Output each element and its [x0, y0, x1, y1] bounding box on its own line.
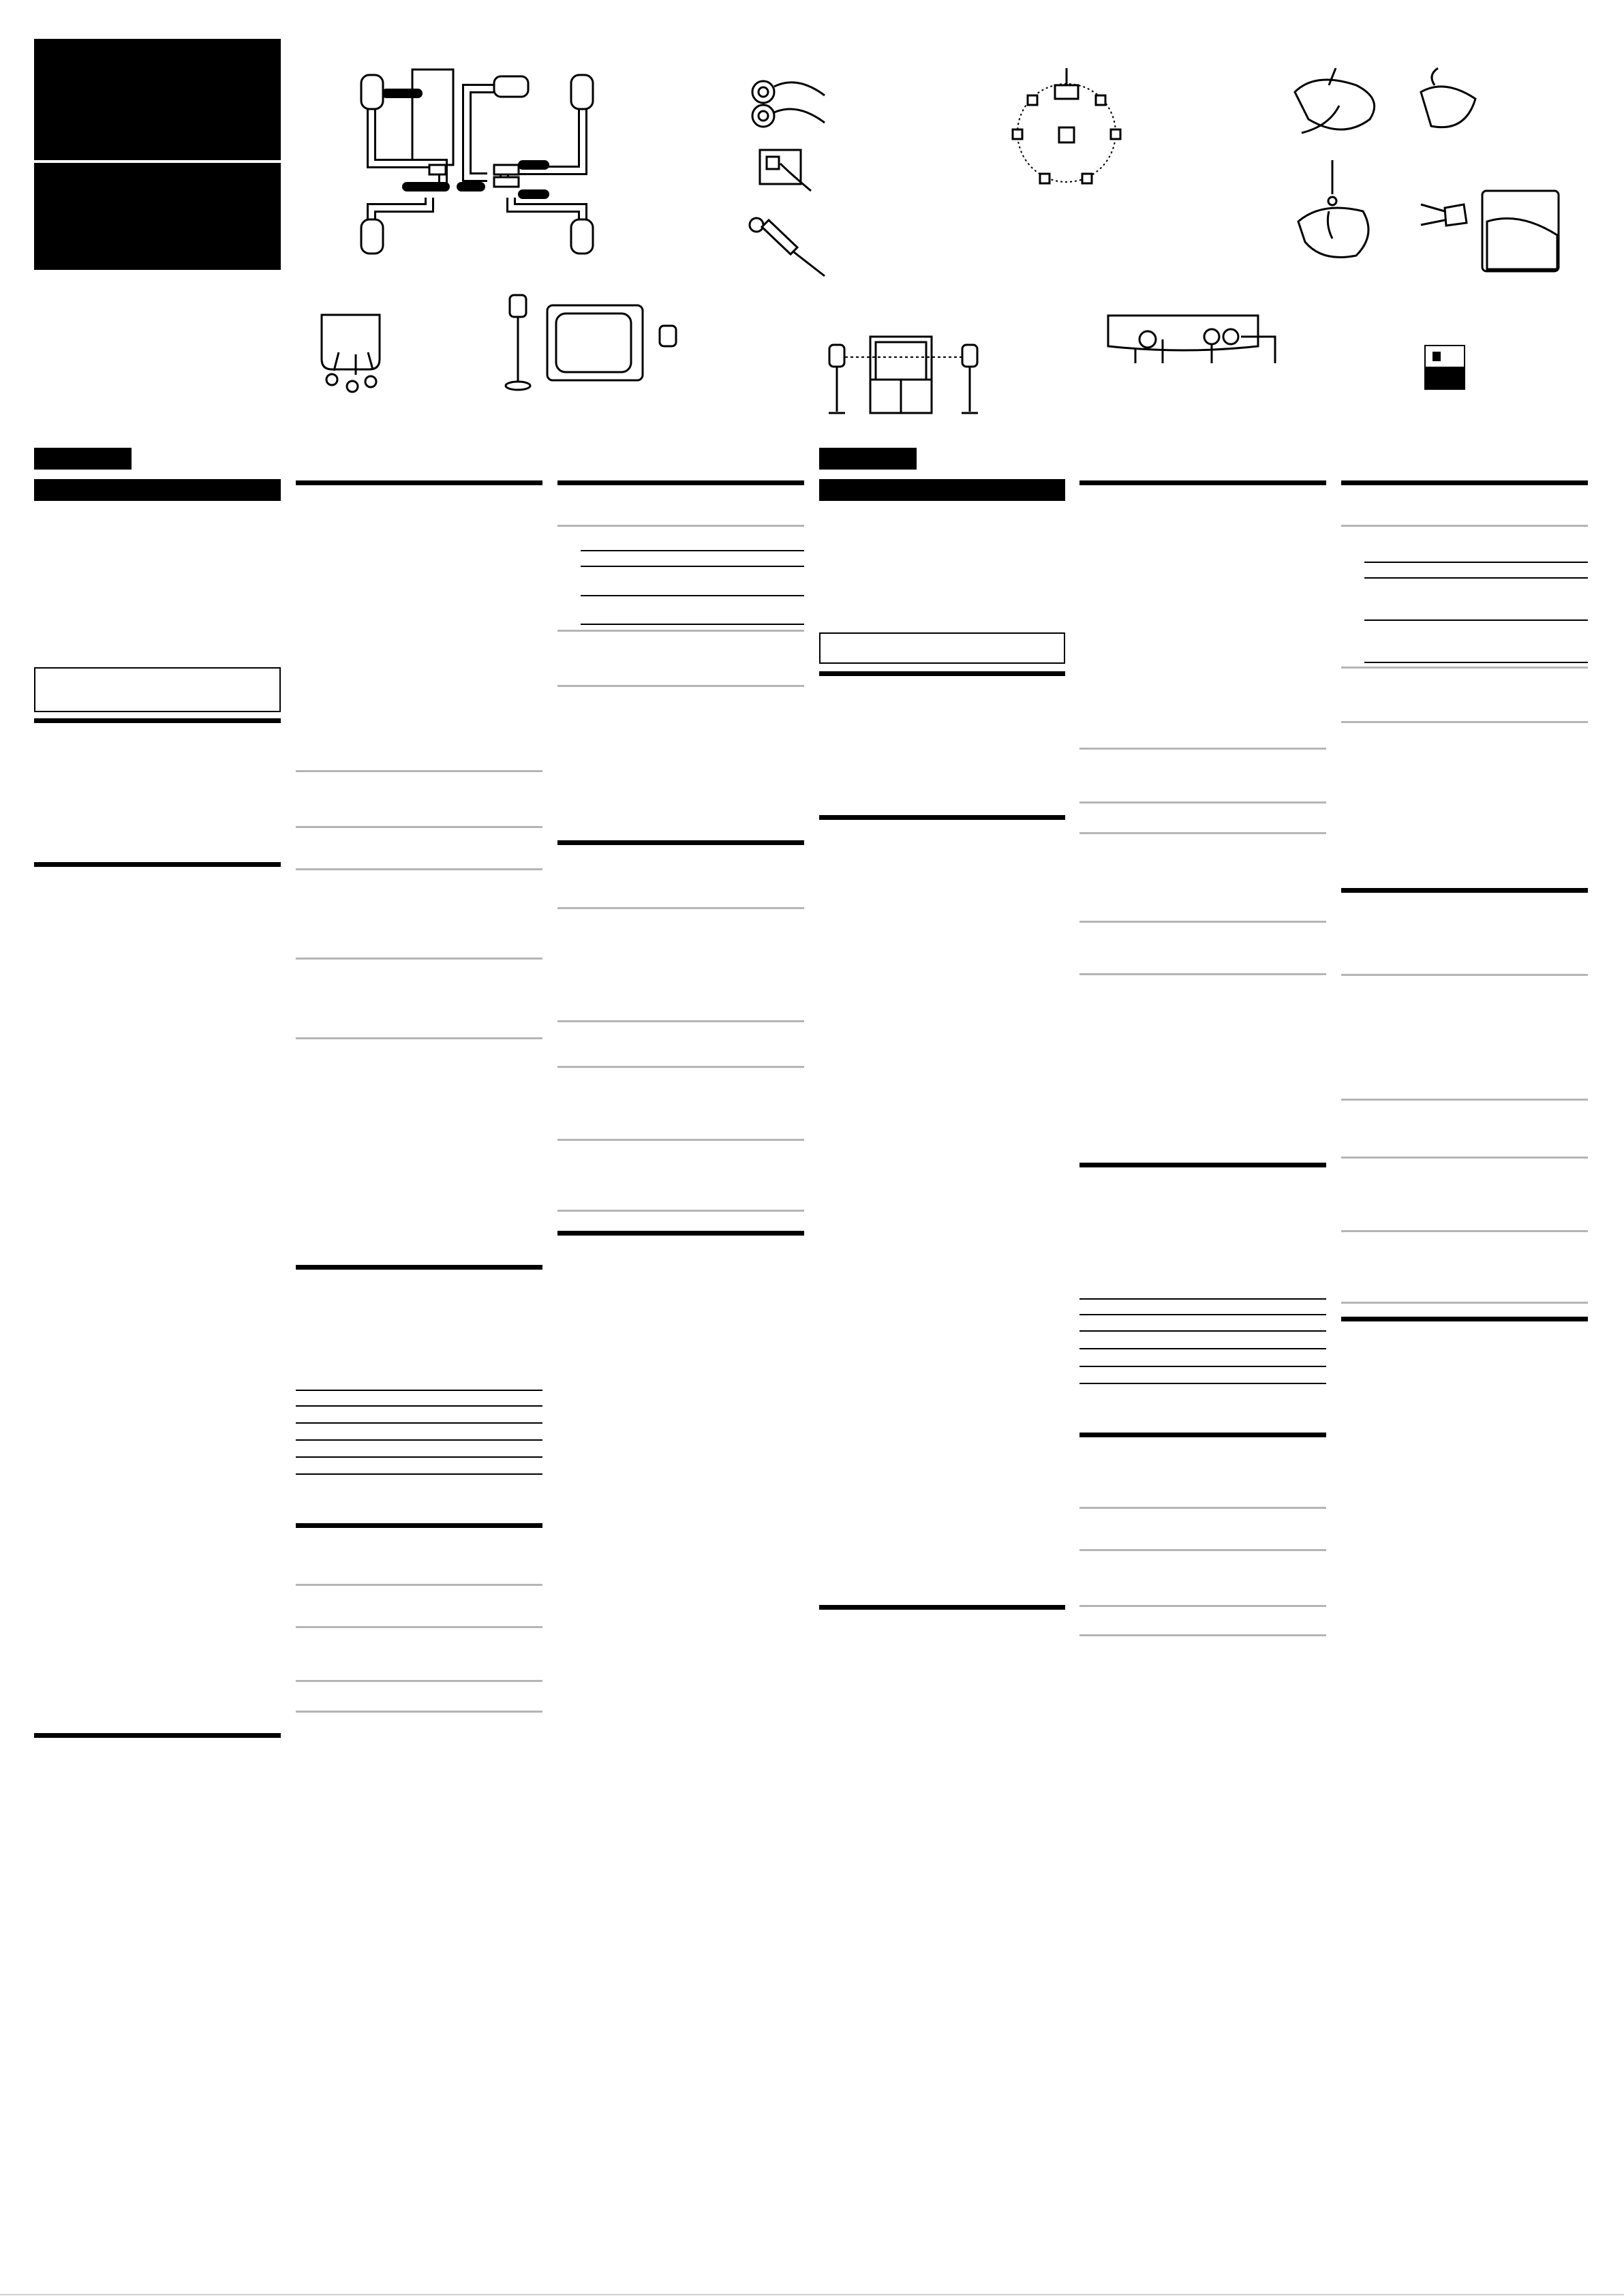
speaker-feet-figure: [315, 315, 390, 397]
right-col3-rule: [1341, 888, 1588, 893]
right-col1-note-box: [819, 632, 1065, 664]
left-col3-subrule: [557, 630, 804, 632]
left-col2-rule: [296, 1265, 542, 1270]
left-col2-rule: [296, 1523, 542, 1528]
right-col3-subrule: [1341, 721, 1588, 723]
right-col1-rule: [819, 815, 1065, 820]
right-col2-subrule: [1079, 1549, 1326, 1551]
right-col2-table-rule: [1079, 1348, 1326, 1349]
right-col2-subrule: [1079, 1634, 1326, 1636]
right-col3-subrule: [1341, 1157, 1588, 1159]
right-col1-rule: [819, 1605, 1065, 1610]
left-col2-table-rule: [296, 1405, 542, 1407]
left-col2-table-rule: [296, 1390, 542, 1391]
left-col3-subrule: [557, 1139, 804, 1141]
left-col3-rule: [557, 1231, 804, 1236]
right-col2-subrule: [1079, 973, 1326, 975]
speaker-stand-tv-figure: [496, 292, 687, 394]
left-col2-subrule: [296, 1584, 542, 1586]
left-col1-rule: [34, 1733, 281, 1738]
left-col3-table-rule: [581, 566, 804, 567]
right-col3-subrule: [1341, 1230, 1588, 1232]
left-col1-note-box: [34, 667, 281, 712]
right-col2-subrule: [1079, 832, 1326, 834]
left-col2-subrule: [296, 1037, 542, 1039]
left-col3-subrule: [557, 685, 804, 687]
switch-fill: [1424, 367, 1465, 390]
right-col2-subrule: [1079, 801, 1326, 803]
left-col3-rule: [557, 840, 804, 845]
bottom-fold-line: [0, 2294, 1624, 2295]
left-col2-subrule: [296, 1680, 542, 1682]
left-col2-subrule: [296, 770, 542, 772]
left-col2-subrule: [296, 1711, 542, 1713]
right-col3-table-rule: [1364, 619, 1588, 621]
right-col2-subrule: [1079, 1605, 1326, 1607]
left-col1-heading-bar: [34, 479, 281, 501]
right-col2-table-rule: [1079, 1298, 1326, 1300]
right-col2-table-rule: [1079, 1314, 1326, 1315]
section-right-language-tab: [819, 448, 917, 470]
left-col2-subrule: [296, 826, 542, 828]
left-col3-subrule: [557, 907, 804, 909]
left-col3-table-rule: [581, 550, 804, 551]
front-speakers-tv-figure: [826, 337, 983, 418]
section-left-language-tab: [34, 448, 132, 470]
right-col3-table-rule: [1364, 562, 1588, 563]
right-col2-subrule: [1079, 748, 1326, 750]
left-col3-subrule: [557, 525, 804, 527]
control-panel-figure: [1108, 312, 1278, 367]
left-col2-table-rule: [296, 1473, 542, 1475]
speaker-wiring-diagram: [354, 61, 600, 273]
speaker-layout-circle-figure: [1009, 65, 1124, 187]
right-col1-heading-bar: [819, 479, 1065, 501]
left-col3-subrule: [557, 1066, 804, 1068]
cover-block-upper: [34, 39, 281, 160]
right-col2-rule: [1079, 480, 1326, 485]
left-col3-table-rule: [581, 595, 804, 596]
left-col2-subrule: [296, 868, 542, 870]
left-col2-subrule: [296, 958, 542, 960]
switch-figure: [1424, 345, 1465, 390]
right-col2-rule: [1079, 1163, 1326, 1167]
left-col3-subrule: [557, 1020, 804, 1022]
terminal-connection-figure: [743, 72, 825, 276]
right-col3-table-rule: [1364, 577, 1588, 579]
left-col1-rule: [34, 862, 281, 867]
right-col3-subrule: [1341, 1302, 1588, 1304]
right-col3-rule: [1341, 480, 1588, 485]
left-col2-rule: [296, 480, 542, 485]
right-col2-table-rule: [1079, 1366, 1326, 1367]
left-col2-table-rule: [296, 1422, 542, 1424]
right-col3-rule: [1341, 1317, 1588, 1321]
left-col3-rule: [557, 480, 804, 485]
right-col3-subrule: [1341, 974, 1588, 976]
right-col3-table-rule: [1364, 662, 1588, 663]
right-col2-table-rule: [1079, 1383, 1326, 1384]
cover-block-lower: [34, 163, 281, 270]
right-col2-subrule: [1079, 921, 1326, 923]
right-col3-subrule: [1341, 667, 1588, 669]
right-col3-subrule: [1341, 525, 1588, 527]
right-col2-table-rule: [1079, 1330, 1326, 1332]
switch-icon: [1433, 352, 1441, 361]
left-col2-table-rule: [296, 1456, 542, 1458]
right-col2-subrule: [1079, 1507, 1326, 1509]
left-col3-subrule: [557, 1210, 804, 1212]
left-col3-table-rule: [581, 624, 804, 625]
right-col1-rule: [819, 671, 1065, 676]
right-col3-subrule: [1341, 1099, 1588, 1101]
right-col2-rule: [1079, 1433, 1326, 1437]
left-col1-rule: [34, 718, 281, 723]
wall-mount-figure: [1288, 65, 1561, 276]
left-col2-subrule: [296, 1626, 542, 1628]
left-col2-table-rule: [296, 1439, 542, 1441]
